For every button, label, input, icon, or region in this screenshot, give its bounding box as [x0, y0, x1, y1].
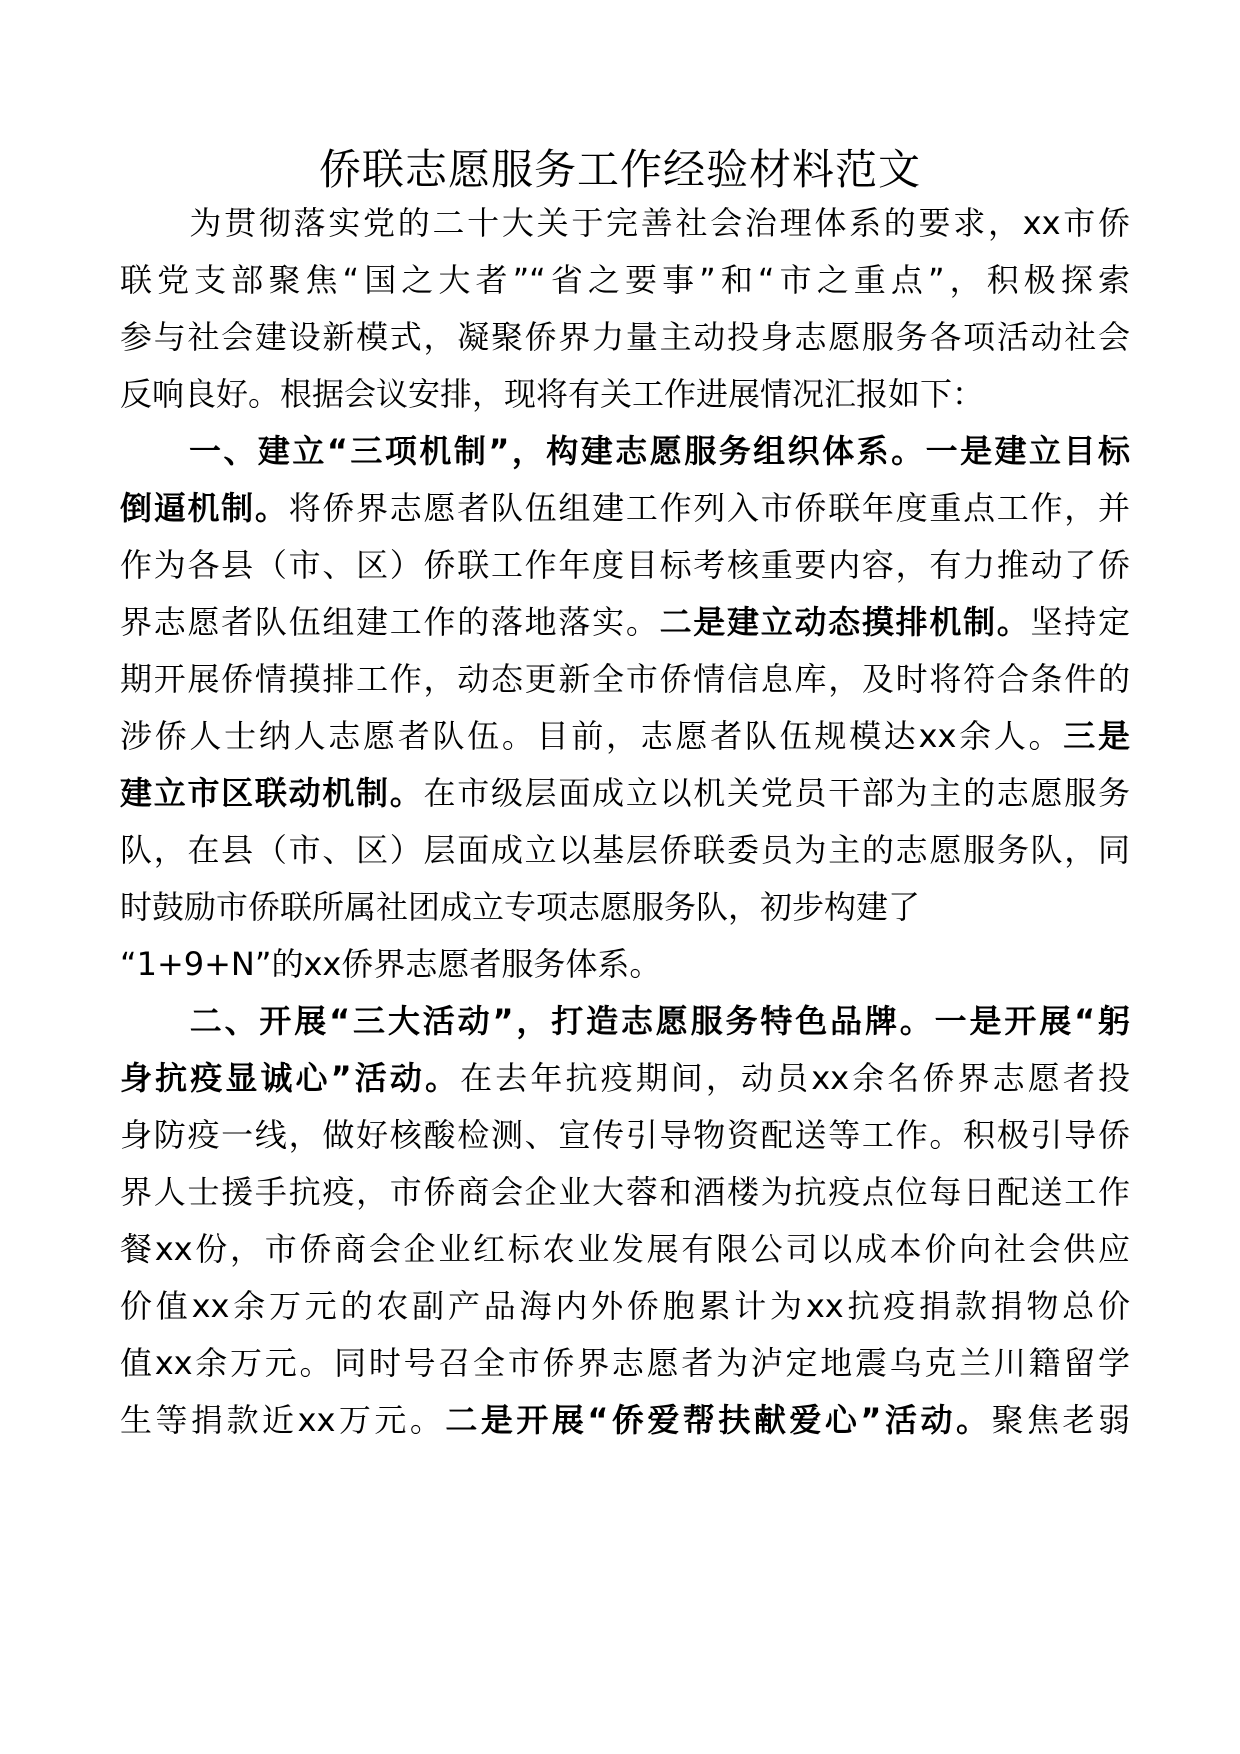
text-run: 联党支部聚焦“国之大者”“省之要事”和“市之重点”，积极探索 [120, 261, 1130, 299]
paragraph-line [120, 830, 1130, 870]
paragraph-line [120, 260, 1130, 300]
bold-run: 身抗疫显诚心”活动。 [120, 1059, 461, 1097]
text-run: 界志愿者队伍组建工作的落地落实。 [120, 603, 660, 641]
paragraph-line [120, 488, 1130, 528]
paragraph-line [120, 1229, 1130, 1269]
text-run: 值xx余万元。同时号召全市侨界志愿者为泸定地震乌克兰川籍留学 [120, 1344, 1130, 1382]
bold-run: 倒逼机制。 [120, 489, 289, 527]
text-run: 餐xx份，市侨商会企业红标农业发展有限公司以成本价向社会供应 [120, 1230, 1130, 1268]
paragraph-line [120, 659, 1130, 699]
text-run: 界人士援手抗疫，市侨商会企业大蓉和酒楼为抗疫点位每日配送工作 [120, 1173, 1130, 1211]
paragraph-line [120, 1115, 1130, 1155]
text-run: 期开展侨情摸排工作，动态更新全市侨情信息库，及时将符合条件的 [120, 660, 1130, 698]
text-run: 在市级层面成立以机关党员干部为主的志愿服务 [423, 774, 1130, 812]
bold-run: 三是 [1063, 717, 1130, 755]
paragraph-line [120, 203, 1130, 243]
paragraph-line [120, 944, 1130, 984]
text-run: 参与社会建设新模式，凝聚侨界力量主动投身志愿服务各项活动社会 [120, 318, 1130, 356]
paragraph-line [120, 1400, 1130, 1440]
paragraph-line [120, 374, 1130, 414]
paragraph-line [120, 716, 1130, 756]
text-run: 将侨界志愿者队伍组建工作列入市侨联年度重点工作，并 [288, 489, 1130, 527]
text-run: 身防疫一线，做好核酸检测、宣传引导物资配送等工作。积极引导侨 [120, 1116, 1130, 1154]
paragraph-line [120, 1286, 1130, 1326]
text-run: 涉侨人士纳人志愿者队伍。目前，志愿者队伍规模达xx余人。 [120, 717, 1064, 755]
section-heading-line [120, 1001, 1130, 1041]
text-run: 为贯彻落实党的二十大关于完善社会治理体系的要求，xx市侨 [120, 204, 1130, 242]
text-run: “1+9+N”的xx侨界志愿者服务体系。 [120, 945, 662, 983]
bold-run: 二是开展“侨爱帮扶献爱心”活动。 [445, 1401, 992, 1439]
text-run: 时鼓励市侨联所属社团成立专项志愿服务队，初步构建了 [120, 888, 921, 926]
paragraph-line [120, 1172, 1130, 1212]
document-title: 侨联志愿服务工作经验材料范文 [318, 145, 921, 194]
paragraph-line [120, 887, 1130, 927]
text-run: 队，在县（市、区）层面成立以基层侨联委员为主的志愿服务队，同 [120, 831, 1130, 869]
text-run: 坚持定 [1030, 603, 1130, 641]
bold-run: 二、开展“三大活动”，打造志愿服务特色品牌。一是开展“躬 [120, 1002, 1130, 1040]
text-run: 反响良好。根据会议安排，现将有关工作进展情况汇报如下： [120, 375, 985, 413]
bold-run: 一、建立“三项机制”，构建志愿服务组织体系。一是建立目标 [120, 432, 1130, 470]
section-heading-line [120, 431, 1130, 471]
bold-run: 建立市区联动机制。 [120, 774, 424, 812]
text-run: 生等捐款近xx万元。 [120, 1401, 446, 1439]
paragraph-line [120, 602, 1130, 642]
bold-run: 二是建立动态摸排机制。 [659, 603, 1031, 641]
paragraph-line [120, 317, 1130, 357]
paragraph-line [120, 545, 1130, 585]
text-run: 价值xx余万元的农副产品海内外侨胞累计为xx抗疫捐款捐物总价 [120, 1287, 1130, 1325]
paragraph-line [120, 1343, 1130, 1383]
text-run: 聚焦老弱 [991, 1401, 1130, 1439]
text-run: 在去年抗疫期间，动员xx余名侨界志愿者投 [460, 1059, 1130, 1097]
paragraph-line [120, 773, 1130, 813]
paragraph-line [120, 1058, 1130, 1098]
text-run: 作为各县（市、区）侨联工作年度目标考核重要内容，有力推动了侨 [120, 546, 1130, 584]
